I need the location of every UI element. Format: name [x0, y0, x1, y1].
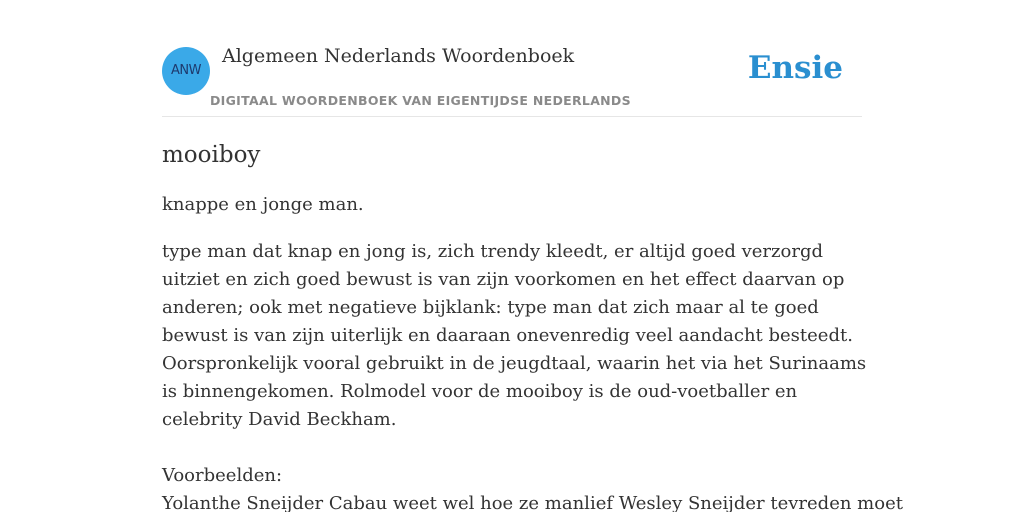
site-header: [162, 0, 862, 117]
entry-description-paragraph: Oorspronkelijk vooral gebruikt in de jeugdtaal, waarin het via het Surinaams is binnengekomen. Rolmodel voor de mooiboy is de oud-voetballer en celebrity David Beckham.: [162, 353, 867, 430]
entry-description: [162, 238, 867, 434]
entry-definition: knappe en jonge man.: [162, 194, 364, 215]
examples-label: Voorbeelden:: [162, 465, 283, 486]
example-sentence: Yolanthe Sneijder Cabau weet wel hoe ze manlief Wesley Sneijder tevreden moet: [162, 493, 903, 512]
entry-content: [162, 116, 903, 512]
entry-description-paragraph: type man dat knap en jong is, zich trendy kleedt, er altijd goed verzorgd uitziet en zich goed bewust is van zijn voorkomen en het effect daarvan op anderen; ook met negatieve bijklank: type man dat zich maar al te goed bewust is van zijn uiterlijk en daaraan onevenredig veel aandacht besteedt.: [162, 241, 853, 346]
site-subtitle: DIGITAAL WOORDENBOEK VAN EIGENTIJDSE NEDERLANDS: [210, 93, 631, 108]
entry-headword: mooiboy: [162, 142, 261, 168]
anw-logo[interactable]: ANW: [162, 47, 210, 95]
ensie-brand-logo[interactable]: Ensie: [747, 50, 843, 86]
site-title[interactable]: Algemeen Nederlands Woordenboek: [222, 45, 575, 67]
